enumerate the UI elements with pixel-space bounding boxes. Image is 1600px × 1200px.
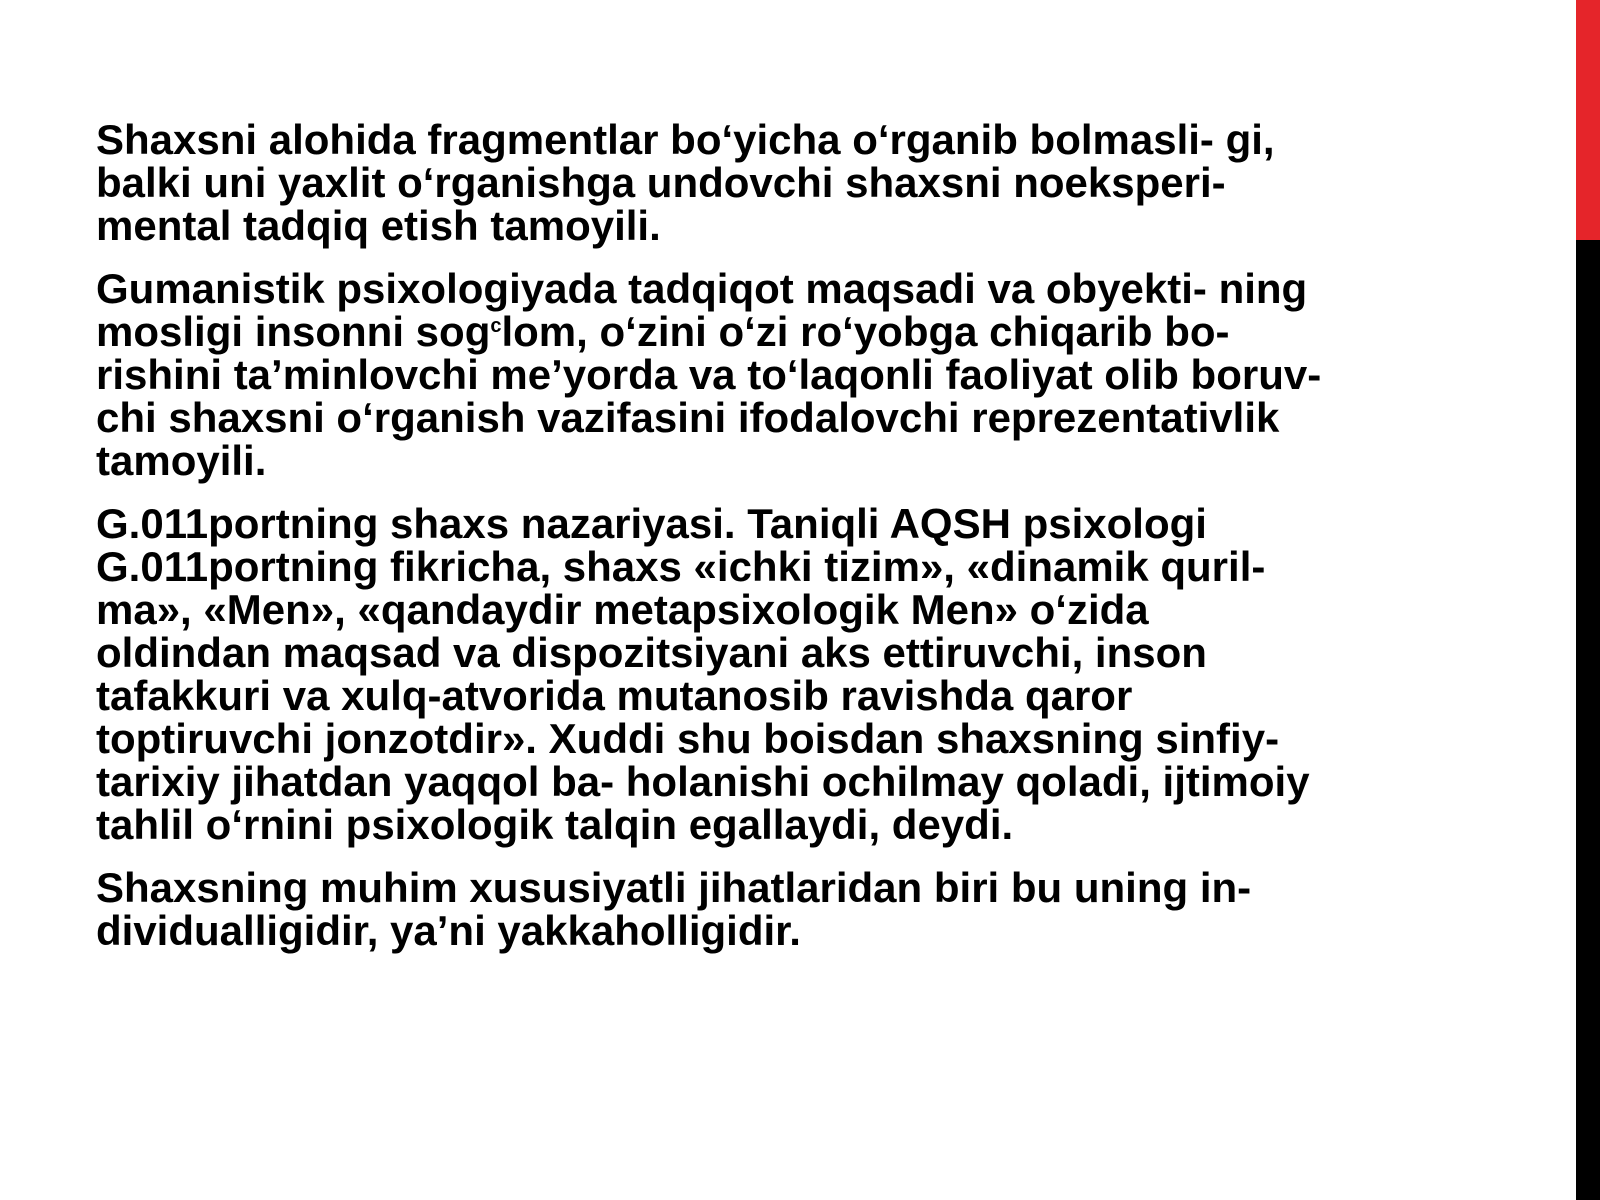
slide-body-text [96,118,1516,972]
paragraph-2-part-2: lom, o‘zini o‘zi ro‘yobga chiqarib bo- rishini ta’minlovchi me’yorda va to‘laqonli faoliyat olib boruv- chi shaxsni o‘rganish vazifasini ifodalovchi reprezentativlik tamoyili. [96,308,1322,484]
paragraph-2-superscript: c [490,315,502,337]
accent-bar-black [1576,240,1600,1200]
paragraph-2-part-1: Gumanistik psixologiyada tadqiqot maqsadi va obyekti- ning mosligi insonni sog [96,265,1308,355]
paragraph-1: Shaxsni alohida fragmentlar bo‘yicha o‘rganib bolmasli- gi, balki uni yaxlit o‘rganishga undovchi shaxsni noeksperi- mental tadqiq etish tamoyili. [96,116,1275,249]
paragraph-4: Shaxsning muhim xususiyatli jihatlaridan biri bu uning in- dividualligidir, ya’ni yakkaholligidir. [96,864,1252,954]
accent-bar-red [1576,0,1600,240]
paragraph-2 [96,267,1516,482]
paragraph-3: G.011portning shaxs nazariyasi. Taniqli AQSH psixologi G.011portning fikricha, shaxs «ichki tizim», «dinamik quril- ma», «Men», «qandaydir metapsixologik Men» o‘zida oldindan maqsad va dispozitsiyani aks ettiruvchi, inson tafakkuri va xulq-atvorida mutanosib ravishda qaror toptiruvchi jonzotdir». Xuddi shu boisdan shaxsning sinfiy- tarixiy jihatdan yaqqol ba- holanishi ochilmay qoladi, ijtimoiy tahlil o‘rnini psixologik talqin egallaydi, deydi. [96,500,1310,848]
